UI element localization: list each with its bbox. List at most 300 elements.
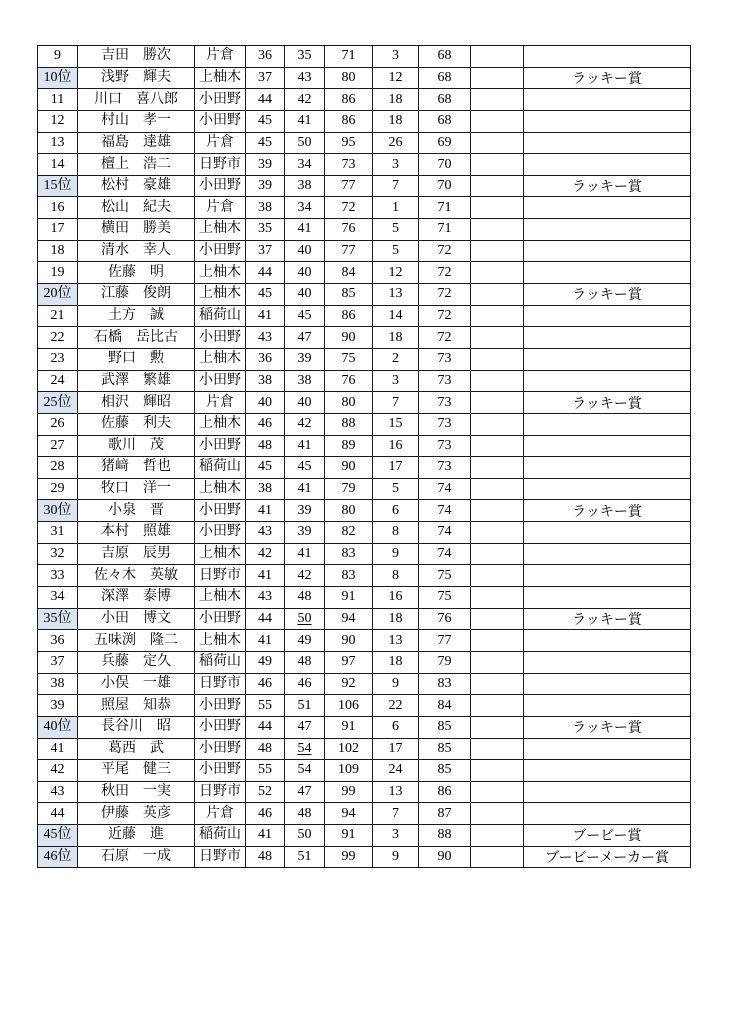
out-score-cell: 55 bbox=[246, 760, 285, 782]
in-score-value: 39 bbox=[297, 502, 312, 518]
rank-cell: 11 bbox=[38, 89, 78, 111]
net-score-cell: 74 bbox=[419, 522, 471, 544]
prize-cell bbox=[524, 673, 691, 695]
rank-cell: 46位 bbox=[38, 846, 78, 868]
in-score-value: 41 bbox=[297, 221, 312, 237]
spacer-cell bbox=[471, 197, 524, 219]
in-score-value: 34 bbox=[297, 156, 312, 172]
spacer-cell bbox=[471, 500, 524, 522]
table-row bbox=[38, 327, 691, 349]
in-score-cell bbox=[285, 154, 325, 176]
in-score-value: 39 bbox=[297, 524, 312, 540]
table-row bbox=[38, 435, 691, 457]
out-score-cell: 41 bbox=[246, 305, 285, 327]
total-score-cell: 77 bbox=[325, 175, 373, 197]
in-score-cell bbox=[285, 240, 325, 262]
name-cell: 相沢 輝昭 bbox=[78, 392, 195, 414]
net-score-cell: 72 bbox=[419, 305, 471, 327]
name-cell: 清水 幸人 bbox=[78, 240, 195, 262]
club-cell: 小田野 bbox=[195, 500, 246, 522]
name-cell: 武澤 繁雄 bbox=[78, 370, 195, 392]
handicap-cell: 5 bbox=[373, 478, 419, 500]
prize-cell bbox=[524, 327, 691, 349]
net-score-cell: 76 bbox=[419, 608, 471, 630]
out-score-cell: 45 bbox=[246, 132, 285, 154]
out-score-cell: 41 bbox=[246, 500, 285, 522]
net-score-cell: 73 bbox=[419, 370, 471, 392]
table-row bbox=[38, 846, 691, 868]
net-score-cell: 79 bbox=[419, 651, 471, 673]
table-row bbox=[38, 370, 691, 392]
club-cell: 片倉 bbox=[195, 803, 246, 825]
spacer-cell bbox=[471, 348, 524, 370]
name-cell: 石原 一成 bbox=[78, 846, 195, 868]
total-score-cell: 82 bbox=[325, 522, 373, 544]
in-score-cell bbox=[285, 760, 325, 782]
handicap-cell: 9 bbox=[373, 543, 419, 565]
out-score-cell: 36 bbox=[246, 46, 285, 68]
total-score-cell: 71 bbox=[325, 46, 373, 68]
in-score-cell bbox=[285, 46, 325, 68]
spacer-cell bbox=[471, 435, 524, 457]
spacer-cell bbox=[471, 565, 524, 587]
spacer-cell bbox=[471, 695, 524, 717]
out-score-cell: 41 bbox=[246, 565, 285, 587]
spacer-cell bbox=[471, 110, 524, 132]
club-cell: 小田野 bbox=[195, 327, 246, 349]
handicap-cell: 2 bbox=[373, 348, 419, 370]
prize-cell bbox=[524, 651, 691, 673]
in-score-value: 34 bbox=[297, 199, 312, 215]
results-table-body bbox=[38, 46, 691, 868]
in-score-value: 50 bbox=[297, 610, 312, 626]
in-score-value: 48 bbox=[297, 654, 312, 670]
name-cell: 平尾 健三 bbox=[78, 760, 195, 782]
club-cell: 稲荷山 bbox=[195, 825, 246, 847]
total-score-cell: 102 bbox=[325, 738, 373, 760]
out-score-cell: 49 bbox=[246, 651, 285, 673]
total-score-cell: 73 bbox=[325, 154, 373, 176]
club-cell: 上柚木 bbox=[195, 219, 246, 241]
total-score-cell: 83 bbox=[325, 543, 373, 565]
rank-cell: 33 bbox=[38, 565, 78, 587]
total-score-cell: 94 bbox=[325, 608, 373, 630]
in-score-value: 45 bbox=[297, 308, 312, 323]
handicap-cell: 7 bbox=[373, 392, 419, 414]
total-score-cell: 90 bbox=[325, 630, 373, 652]
prize-cell bbox=[524, 435, 691, 457]
rank-cell: 14 bbox=[38, 154, 78, 176]
in-score-cell bbox=[285, 608, 325, 630]
out-score-cell: 44 bbox=[246, 262, 285, 284]
table-row bbox=[38, 716, 691, 738]
name-cell: 兵藤 定久 bbox=[78, 651, 195, 673]
table-row bbox=[38, 587, 691, 609]
net-score-cell: 73 bbox=[419, 457, 471, 479]
rank-cell: 21 bbox=[38, 305, 78, 327]
in-score-cell bbox=[285, 348, 325, 370]
rank-cell: 28 bbox=[38, 457, 78, 479]
spacer-cell bbox=[471, 457, 524, 479]
total-score-cell: 90 bbox=[325, 327, 373, 349]
in-score-value: 50 bbox=[297, 827, 312, 843]
out-score-cell: 40 bbox=[246, 392, 285, 414]
prize-cell bbox=[524, 738, 691, 760]
total-score-cell: 85 bbox=[325, 284, 373, 306]
in-score-value: 38 bbox=[297, 372, 312, 388]
total-score-cell: 80 bbox=[325, 392, 373, 414]
spacer-cell bbox=[471, 781, 524, 803]
out-score-cell: 43 bbox=[246, 587, 285, 609]
table-row bbox=[38, 175, 691, 197]
in-score-value: 49 bbox=[297, 632, 312, 648]
total-score-cell: 91 bbox=[325, 716, 373, 738]
spacer-cell bbox=[471, 175, 524, 197]
prize-cell bbox=[524, 154, 691, 176]
handicap-cell: 16 bbox=[373, 435, 419, 457]
net-score-cell: 90 bbox=[419, 846, 471, 868]
net-score-cell: 68 bbox=[419, 110, 471, 132]
handicap-cell: 12 bbox=[373, 67, 419, 89]
in-score-value: 47 bbox=[297, 784, 312, 800]
total-score-cell: 91 bbox=[325, 825, 373, 847]
in-score-cell bbox=[285, 781, 325, 803]
in-score-value: 46 bbox=[297, 675, 312, 691]
out-score-cell: 46 bbox=[246, 413, 285, 435]
net-score-cell: 69 bbox=[419, 132, 471, 154]
table-row bbox=[38, 781, 691, 803]
in-score-value: 41 bbox=[297, 437, 312, 453]
in-score-cell bbox=[285, 803, 325, 825]
prize-cell bbox=[524, 305, 691, 327]
total-score-cell: 90 bbox=[325, 457, 373, 479]
club-cell: 小田野 bbox=[195, 110, 246, 132]
club-cell: 上柚木 bbox=[195, 478, 246, 500]
table-row bbox=[38, 348, 691, 370]
prize-cell bbox=[524, 478, 691, 500]
in-score-value: 51 bbox=[297, 697, 312, 713]
club-cell: 日野市 bbox=[195, 846, 246, 868]
in-score-cell bbox=[285, 738, 325, 760]
club-cell: 上柚木 bbox=[195, 262, 246, 284]
prize-cell bbox=[524, 262, 691, 284]
prize-cell: ラッキー賞 bbox=[524, 716, 691, 738]
in-score-value: 41 bbox=[297, 113, 312, 129]
handicap-cell: 9 bbox=[373, 673, 419, 695]
spacer-cell bbox=[471, 89, 524, 111]
total-score-cell: 75 bbox=[325, 348, 373, 370]
in-score-value: 50 bbox=[297, 134, 312, 150]
net-score-cell: 73 bbox=[419, 435, 471, 457]
handicap-cell: 18 bbox=[373, 89, 419, 111]
in-score-value: 41 bbox=[297, 546, 312, 562]
spacer-cell bbox=[471, 132, 524, 154]
in-score-cell bbox=[285, 457, 325, 479]
out-score-cell: 46 bbox=[246, 803, 285, 825]
net-score-cell: 85 bbox=[419, 716, 471, 738]
handicap-cell: 8 bbox=[373, 565, 419, 587]
net-score-cell: 75 bbox=[419, 565, 471, 587]
name-cell: 照屋 知恭 bbox=[78, 695, 195, 717]
prize-cell bbox=[524, 219, 691, 241]
out-score-cell: 38 bbox=[246, 478, 285, 500]
prize-cell bbox=[524, 46, 691, 68]
table-row bbox=[38, 305, 691, 327]
rank-cell: 20位 bbox=[38, 284, 78, 306]
prize-cell: ラッキー賞 bbox=[524, 500, 691, 522]
spacer-cell bbox=[471, 522, 524, 544]
spacer-cell bbox=[471, 673, 524, 695]
in-score-cell bbox=[285, 67, 325, 89]
table-row bbox=[38, 630, 691, 652]
total-score-cell: 106 bbox=[325, 695, 373, 717]
table-row bbox=[38, 284, 691, 306]
in-score-cell bbox=[285, 587, 325, 609]
name-cell: 佐藤 明 bbox=[78, 262, 195, 284]
name-cell: 吉原 辰男 bbox=[78, 543, 195, 565]
in-score-value: 41 bbox=[297, 481, 312, 497]
table-row bbox=[38, 46, 691, 68]
club-cell: 小田野 bbox=[195, 175, 246, 197]
handicap-cell: 14 bbox=[373, 305, 419, 327]
in-score-value: 47 bbox=[297, 719, 312, 735]
spacer-cell bbox=[471, 327, 524, 349]
in-score-cell bbox=[285, 435, 325, 457]
out-score-cell: 55 bbox=[246, 695, 285, 717]
handicap-cell: 18 bbox=[373, 110, 419, 132]
in-score-value: 35 bbox=[297, 48, 312, 64]
club-cell: 日野市 bbox=[195, 781, 246, 803]
club-cell: 小田野 bbox=[195, 89, 246, 111]
table-row bbox=[38, 413, 691, 435]
prize-cell bbox=[524, 89, 691, 111]
name-cell: 近藤 進 bbox=[78, 825, 195, 847]
club-cell: 日野市 bbox=[195, 154, 246, 176]
prize-cell bbox=[524, 543, 691, 565]
handicap-cell: 18 bbox=[373, 608, 419, 630]
net-score-cell: 88 bbox=[419, 825, 471, 847]
handicap-cell: 24 bbox=[373, 760, 419, 782]
prize-cell bbox=[524, 695, 691, 717]
table-row bbox=[38, 457, 691, 479]
total-score-cell: 86 bbox=[325, 110, 373, 132]
out-score-cell: 44 bbox=[246, 89, 285, 111]
table-row bbox=[38, 197, 691, 219]
prize-cell bbox=[524, 803, 691, 825]
total-score-cell: 80 bbox=[325, 67, 373, 89]
total-score-cell: 86 bbox=[325, 89, 373, 111]
table-row bbox=[38, 219, 691, 241]
handicap-cell: 26 bbox=[373, 132, 419, 154]
rank-cell: 34 bbox=[38, 587, 78, 609]
net-score-cell: 84 bbox=[419, 695, 471, 717]
name-cell: 牧口 洋一 bbox=[78, 478, 195, 500]
handicap-cell: 13 bbox=[373, 781, 419, 803]
spacer-cell bbox=[471, 413, 524, 435]
net-score-cell: 71 bbox=[419, 219, 471, 241]
spacer-cell bbox=[471, 478, 524, 500]
in-score-cell bbox=[285, 651, 325, 673]
in-score-cell bbox=[285, 89, 325, 111]
in-score-cell bbox=[285, 262, 325, 284]
table-row bbox=[38, 651, 691, 673]
net-score-cell: 72 bbox=[419, 262, 471, 284]
in-score-value: 39 bbox=[297, 351, 312, 367]
total-score-cell: 84 bbox=[325, 262, 373, 284]
handicap-cell: 22 bbox=[373, 695, 419, 717]
table-row bbox=[38, 608, 691, 630]
name-cell: 松山 紀夫 bbox=[78, 197, 195, 219]
handicap-cell: 16 bbox=[373, 587, 419, 609]
name-cell: 浅野 輝夫 bbox=[78, 67, 195, 89]
spacer-cell bbox=[471, 587, 524, 609]
in-score-cell bbox=[285, 413, 325, 435]
rank-cell: 37 bbox=[38, 651, 78, 673]
handicap-cell: 17 bbox=[373, 457, 419, 479]
prize-cell bbox=[524, 457, 691, 479]
in-score-cell bbox=[285, 110, 325, 132]
net-score-cell: 74 bbox=[419, 500, 471, 522]
club-cell: 日野市 bbox=[195, 673, 246, 695]
in-score-cell bbox=[285, 716, 325, 738]
handicap-cell: 3 bbox=[373, 154, 419, 176]
in-score-value: 42 bbox=[297, 567, 312, 583]
club-cell: 上柚木 bbox=[195, 67, 246, 89]
out-score-cell: 42 bbox=[246, 543, 285, 565]
rank-cell: 22 bbox=[38, 327, 78, 349]
rank-cell: 16 bbox=[38, 197, 78, 219]
in-score-cell bbox=[285, 284, 325, 306]
club-cell: 稲荷山 bbox=[195, 457, 246, 479]
out-score-cell: 37 bbox=[246, 67, 285, 89]
prize-cell bbox=[524, 240, 691, 262]
rank-cell: 12 bbox=[38, 110, 78, 132]
spacer-cell bbox=[471, 760, 524, 782]
rank-cell: 30位 bbox=[38, 500, 78, 522]
net-score-cell: 87 bbox=[419, 803, 471, 825]
handicap-cell: 1 bbox=[373, 197, 419, 219]
name-cell: 猪﨑 哲也 bbox=[78, 457, 195, 479]
rank-cell: 42 bbox=[38, 760, 78, 782]
out-score-cell: 48 bbox=[246, 435, 285, 457]
spacer-cell bbox=[471, 651, 524, 673]
handicap-cell: 17 bbox=[373, 738, 419, 760]
handicap-cell: 6 bbox=[373, 716, 419, 738]
name-cell: 福島 達雄 bbox=[78, 132, 195, 154]
net-score-cell: 70 bbox=[419, 154, 471, 176]
total-score-cell: 89 bbox=[325, 435, 373, 457]
table-row bbox=[38, 803, 691, 825]
club-cell: 上柚木 bbox=[195, 284, 246, 306]
rank-cell: 19 bbox=[38, 262, 78, 284]
total-score-cell: 99 bbox=[325, 846, 373, 868]
handicap-cell: 15 bbox=[373, 413, 419, 435]
table-row bbox=[38, 67, 691, 89]
net-score-cell: 74 bbox=[419, 478, 471, 500]
name-cell: 吉田 勝次 bbox=[78, 46, 195, 68]
prize-cell: ラッキー賞 bbox=[524, 67, 691, 89]
prize-cell bbox=[524, 630, 691, 652]
rank-cell: 23 bbox=[38, 348, 78, 370]
total-score-cell: 95 bbox=[325, 132, 373, 154]
name-cell: 深澤 泰博 bbox=[78, 587, 195, 609]
table-row bbox=[38, 565, 691, 587]
handicap-cell: 7 bbox=[373, 175, 419, 197]
out-score-cell: 37 bbox=[246, 240, 285, 262]
out-score-cell: 46 bbox=[246, 673, 285, 695]
club-cell: 小田野 bbox=[195, 370, 246, 392]
spacer-cell bbox=[471, 284, 524, 306]
spacer-cell bbox=[471, 154, 524, 176]
out-score-cell: 44 bbox=[246, 716, 285, 738]
name-cell: 江藤 俊朗 bbox=[78, 284, 195, 306]
name-cell: 佐藤 利夫 bbox=[78, 413, 195, 435]
spacer-cell bbox=[471, 370, 524, 392]
net-score-cell: 73 bbox=[419, 392, 471, 414]
in-score-value: 45 bbox=[297, 459, 312, 475]
club-cell: 小田野 bbox=[195, 738, 246, 760]
out-score-cell: 43 bbox=[246, 522, 285, 544]
out-score-cell: 43 bbox=[246, 327, 285, 349]
rank-cell: 17 bbox=[38, 219, 78, 241]
prize-cell bbox=[524, 110, 691, 132]
name-cell: 小田 博文 bbox=[78, 608, 195, 630]
club-cell: 小田野 bbox=[195, 608, 246, 630]
table-row bbox=[38, 132, 691, 154]
name-cell: 小俣 一雄 bbox=[78, 673, 195, 695]
in-score-value: 54 bbox=[297, 740, 312, 756]
rank-cell: 43 bbox=[38, 781, 78, 803]
table-row bbox=[38, 695, 691, 717]
table-row bbox=[38, 500, 691, 522]
in-score-cell bbox=[285, 673, 325, 695]
total-score-cell: 80 bbox=[325, 500, 373, 522]
name-cell: 野口 勲 bbox=[78, 348, 195, 370]
spacer-cell bbox=[471, 46, 524, 68]
spacer-cell bbox=[471, 67, 524, 89]
club-cell: 片倉 bbox=[195, 132, 246, 154]
out-score-cell: 38 bbox=[246, 370, 285, 392]
rank-cell: 38 bbox=[38, 673, 78, 695]
in-score-cell bbox=[285, 132, 325, 154]
net-score-cell: 86 bbox=[419, 781, 471, 803]
table-row bbox=[38, 240, 691, 262]
name-cell: 伊藤 英彦 bbox=[78, 803, 195, 825]
club-cell: 小田野 bbox=[195, 716, 246, 738]
in-score-cell bbox=[285, 543, 325, 565]
net-score-cell: 85 bbox=[419, 738, 471, 760]
prize-cell: ブービーメーカー賞 bbox=[524, 846, 691, 868]
in-score-value: 40 bbox=[297, 394, 312, 410]
rank-cell: 24 bbox=[38, 370, 78, 392]
table-row bbox=[38, 522, 691, 544]
prize-cell bbox=[524, 587, 691, 609]
table-row bbox=[38, 673, 691, 695]
in-score-cell bbox=[285, 846, 325, 868]
name-cell: 五味渕 隆二 bbox=[78, 630, 195, 652]
out-score-cell: 48 bbox=[246, 846, 285, 868]
rank-cell: 31 bbox=[38, 522, 78, 544]
handicap-cell: 3 bbox=[373, 370, 419, 392]
in-score-cell bbox=[285, 695, 325, 717]
handicap-cell: 8 bbox=[373, 522, 419, 544]
prize-cell: ラッキー賞 bbox=[524, 392, 691, 414]
total-score-cell: 92 bbox=[325, 673, 373, 695]
rank-cell: 29 bbox=[38, 478, 78, 500]
out-score-cell: 41 bbox=[246, 825, 285, 847]
handicap-cell: 13 bbox=[373, 284, 419, 306]
in-score-cell bbox=[285, 219, 325, 241]
